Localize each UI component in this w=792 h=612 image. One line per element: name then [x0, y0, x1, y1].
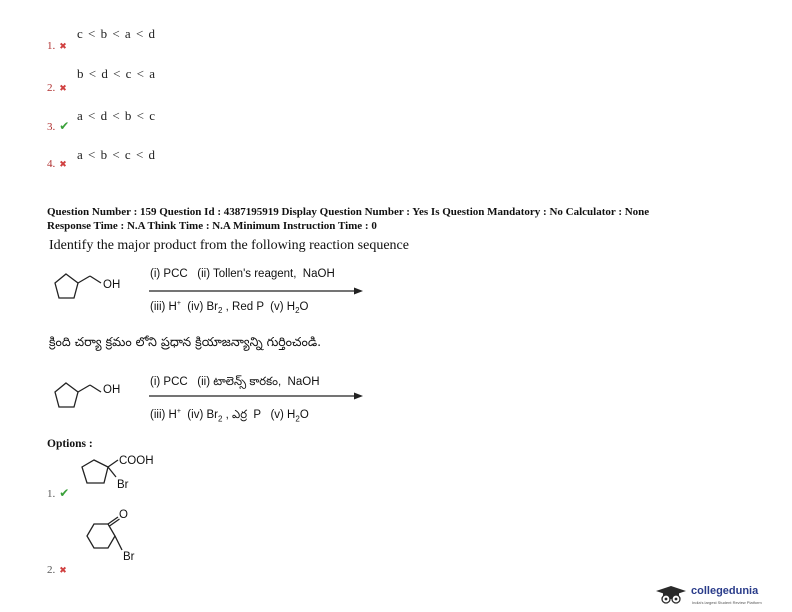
prev-option-2: [47, 78, 67, 96]
option-2-br-label: Br: [123, 551, 135, 563]
option-number: 3.: [47, 121, 56, 133]
prev-option-4-text: a < b < c < d: [77, 147, 157, 162]
reactant-oh-label-te: OH: [103, 384, 121, 396]
option-2-oxygen-label: O: [119, 509, 128, 521]
check-icon: ✔: [59, 119, 70, 133]
option-1[interactable]: [47, 484, 69, 502]
reaction-conditions-above-te: (i) PCC (ii) టాలెన్స్ కారకం, NaOH: [150, 376, 320, 388]
option-number: 1.: [47, 40, 56, 52]
option-1-br-label: Br: [117, 479, 129, 491]
graduation-cap-icon: [655, 585, 687, 605]
logo-text: collegedunia: [691, 585, 759, 597]
question-text-telugu: క్రింది చర్యా క్రమం లోని ప్రధాన క్రియాజన్యాన్ని గుర్తించండి.: [49, 334, 322, 349]
option-number: 2.: [47, 82, 56, 94]
question-meta-line-1: Question Number : 159 Question Id : 4387195919 Display Question Number : Yes Is Question Mandatory : No Calculator : None: [47, 206, 650, 218]
reaction-conditions-below-te: (iii) H+ (iv) $Br_2$ , ఎర్ర P (v) $H_2O$: [150, 408, 309, 424]
reaction-arrow-te: [149, 391, 364, 401]
check-icon: ✔: [59, 486, 70, 500]
option-2-structure: [74, 512, 154, 568]
option-number: 1.: [47, 488, 56, 500]
cross-icon: ✖: [59, 42, 67, 52]
prev-option-1: [47, 36, 67, 54]
question-meta-line-2: Response Time : N.A Think Time : N.A Minimum Instruction Time : 0: [47, 220, 377, 232]
question-text: Identify the major product from the following reaction sequence: [49, 238, 409, 253]
reaction-conditions-above: (i) PCC (ii) Tollen's reagent, NaOH: [150, 268, 335, 280]
prev-option-4: [47, 154, 67, 172]
prev-option-3-text: a < d < b < c: [77, 108, 157, 123]
prev-option-2-text: b < d < c < a: [77, 66, 157, 81]
reaction-arrow: [149, 286, 364, 296]
reactant-oh-label: OH: [103, 279, 121, 291]
reactant-cyclopentylmethanol-te: [52, 375, 132, 417]
reaction-conditions-below: (iii) H+ (iv) $Br_2$ , Red P (v) $H_2O$: [150, 300, 309, 316]
option-2[interactable]: [47, 560, 67, 578]
options-label: Options :: [47, 438, 93, 450]
prev-option-3: [47, 117, 69, 135]
collegedunia-logo: [655, 582, 790, 608]
cross-icon: ✖: [59, 84, 67, 94]
logo-tagline: India's largest Student Review Platform: [692, 600, 762, 605]
option-number: 4.: [47, 158, 56, 170]
prev-option-1-text: c < b < a < d: [77, 26, 157, 41]
cross-icon: ✖: [59, 160, 67, 170]
cross-icon: ✖: [59, 566, 67, 576]
option-number: 2.: [47, 564, 56, 576]
option-1-cooh-label: COOH: [119, 455, 154, 467]
